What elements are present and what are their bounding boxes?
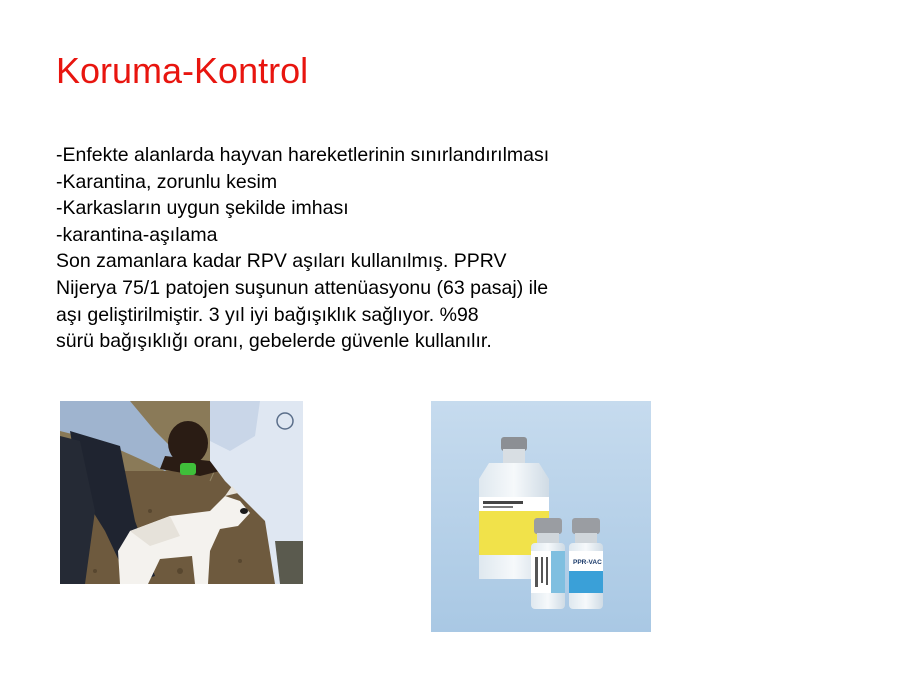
body-line: sürü bağışıklığı oranı, gebelerde güvenle kullanılır. xyxy=(56,330,492,353)
body-line: -Karantina, zorunlu kesim xyxy=(56,170,278,193)
slide-body xyxy=(56,142,676,355)
goat-vaccination-photo xyxy=(60,401,303,584)
vial-label: PPR-VAC xyxy=(573,559,602,566)
body-line: aşı geliştirilmiştir. 3 yıl iyi bağışıklık sağlıyor. %98 xyxy=(56,303,479,326)
vaccine-vials-photo xyxy=(431,401,651,632)
body-line: Son zamanlara kadar RPV aşıları kullanılmış. PPRV xyxy=(56,250,507,273)
body-line: -Karkasların uygun şekilde imhası xyxy=(56,197,349,220)
body-line: -Enfekte alanlarda hayvan hareketlerinin sınırlandırılması xyxy=(56,144,550,166)
body-line: -karantina-aşılama xyxy=(56,223,218,246)
body-line: Nijerya 75/1 patojen suşunun attenüasyonu (63 pasaj) ile xyxy=(56,276,549,299)
slide-title: Koruma-Kontrol xyxy=(56,50,309,91)
